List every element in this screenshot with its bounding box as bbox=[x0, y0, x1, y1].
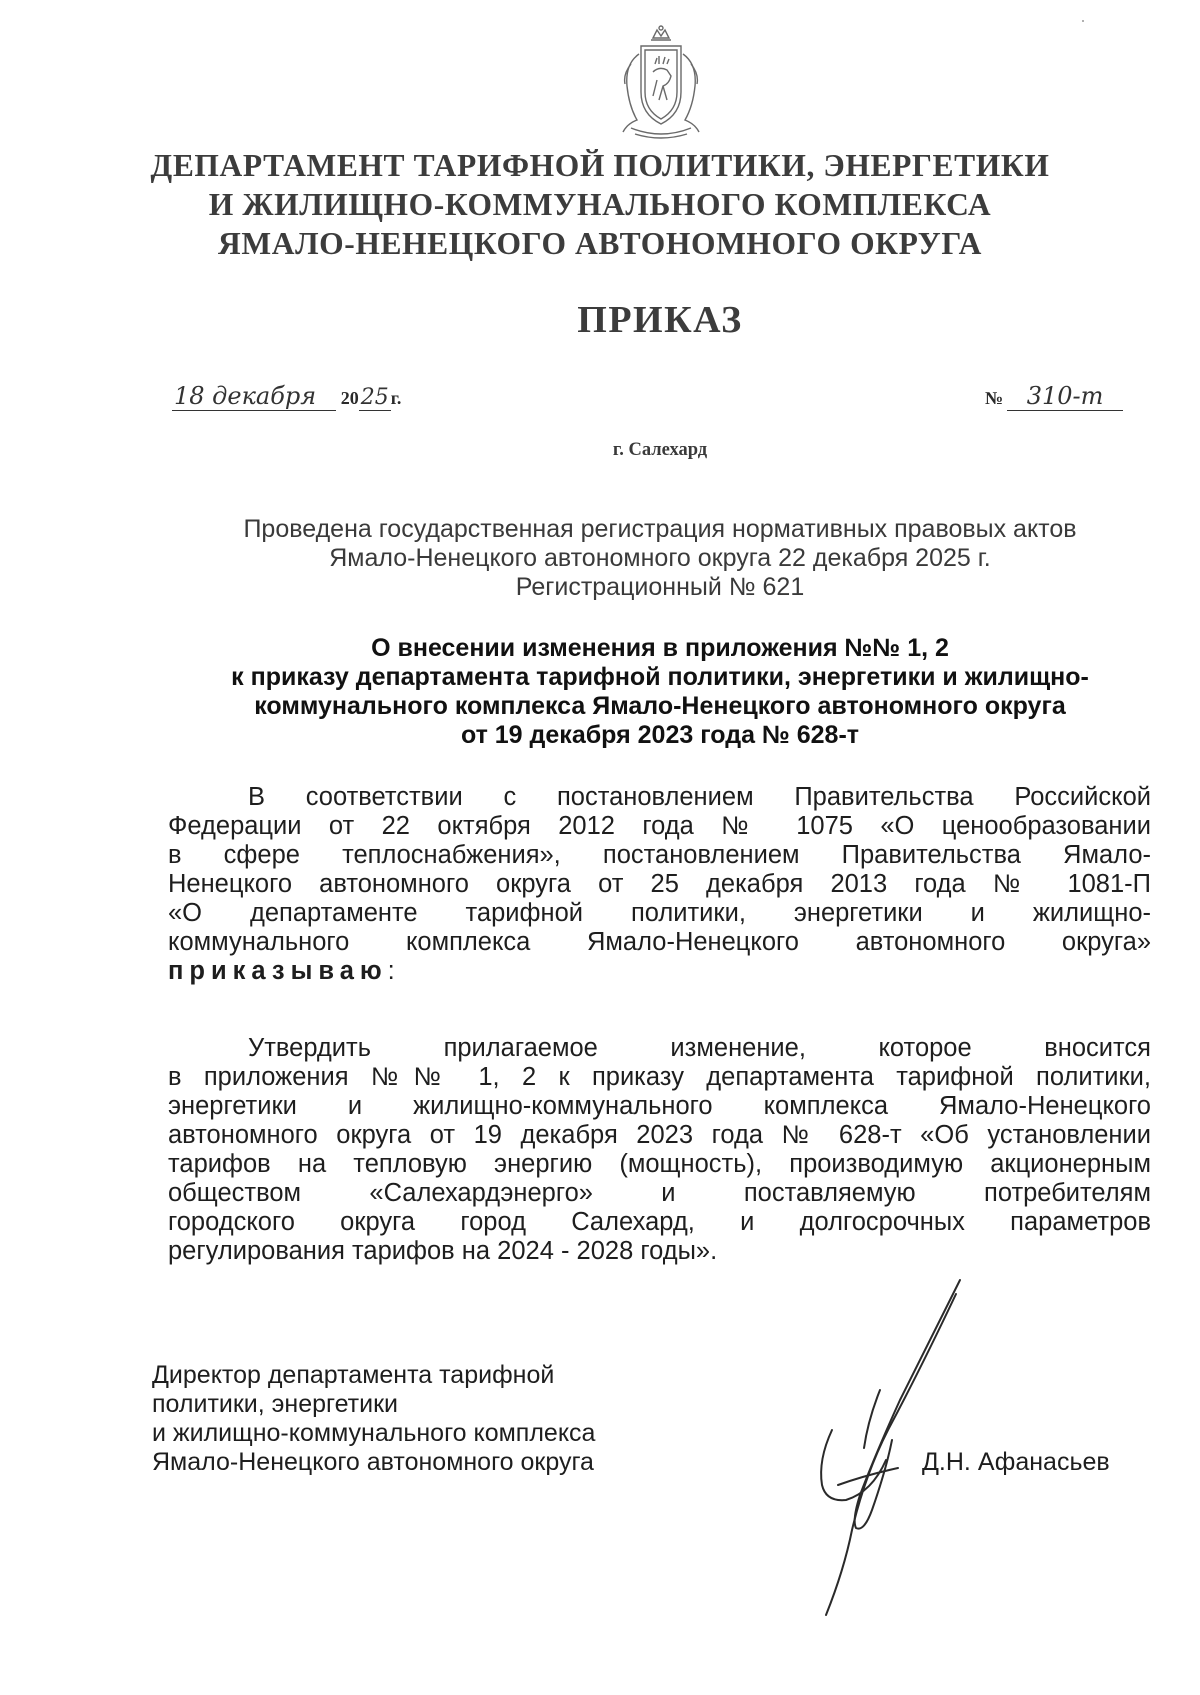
number-handwritten: 310-т bbox=[1007, 382, 1123, 411]
registration-note bbox=[160, 515, 1160, 602]
signer-title-line-3: и жилищно-коммунального комплекса bbox=[152, 1419, 596, 1447]
document-date bbox=[172, 382, 401, 411]
preamble-line-5: «О департаменте тарифной политики, энергетики и жилищно- bbox=[168, 899, 1151, 927]
registration-line-3: Регистрационный № 621 bbox=[515, 573, 805, 601]
registration-line-1: Проведена государственная регистрация нормативных правовых актов bbox=[243, 515, 1077, 543]
document-subject bbox=[160, 634, 1160, 750]
signer-title-line-4: Ямало-Ненецкого автономного округа bbox=[152, 1448, 594, 1476]
subject-line-4: от 19 декабря 2023 года № 628-т bbox=[460, 721, 860, 749]
date-year-mark: г. bbox=[390, 388, 402, 408]
scan-speck bbox=[1082, 20, 1084, 22]
department-line-2: И ЖИЛИЩНО-КОММУНАЛЬНОГО КОМПЛЕКСА bbox=[208, 187, 992, 222]
document-number bbox=[985, 382, 1123, 411]
subject-line-2: к приказу департамента тарифной политики, энергетики и жилищно- bbox=[231, 663, 1089, 691]
document-type-heading bbox=[0, 298, 1200, 342]
order-line-5: тарифов на тепловую энергию (мощность), производимую акционерным bbox=[168, 1150, 1151, 1178]
preamble-line-7 bbox=[168, 957, 1151, 986]
signer-name: Д.Н. Афанасьев bbox=[922, 1448, 1110, 1476]
department-line-3: ЯМАЛО-НЕНЕЦКОГО АВТОНОМНОГО ОКРУГА bbox=[218, 226, 982, 261]
city-label: г. Салехард bbox=[612, 440, 708, 460]
order-word: приказываю bbox=[168, 957, 388, 985]
document-type: ПРИКАЗ bbox=[577, 299, 743, 341]
date-day-month-handwritten: 18 декабря bbox=[172, 382, 336, 411]
preamble-line-1: В соответствии с постановлением Правительства Российской bbox=[248, 783, 1151, 811]
order-line-2: в приложения №№ 1, 2 к приказу департамента тарифной политики, bbox=[168, 1063, 1151, 1091]
order-line-6: обществом «Салехардэнерго» и поставляемую потребителям bbox=[168, 1179, 1151, 1207]
preamble-line-6: коммунального комплекса Ямало-Ненецкого автономного округа» bbox=[168, 928, 1151, 956]
date-year-prefix: 20 bbox=[340, 388, 359, 408]
order-line-4: автономного округа от 19 декабря 2023 года № 628-т «Об установлении bbox=[168, 1121, 1151, 1149]
signer-title bbox=[152, 1361, 595, 1477]
number-prefix: № bbox=[985, 388, 1004, 408]
order-line-7: городского округа город Салехард, и долгосрочных параметров bbox=[168, 1208, 1151, 1236]
date-year-handwritten: 25 bbox=[360, 385, 389, 410]
order-line-8: регулирования тарифов на 2024 - 2028 годы». bbox=[168, 1237, 718, 1265]
subject-line-1: О внесении изменения в приложения №№ 1, 2 bbox=[371, 634, 949, 662]
registration-line-2: Ямало-Ненецкого автономного округа 22 декабря 2025 г. bbox=[329, 544, 991, 572]
coat-of-arms-icon bbox=[613, 24, 709, 142]
order-word-colon: : bbox=[387, 957, 395, 985]
signer-title-line-2: политики, энергетики bbox=[152, 1390, 398, 1418]
preamble-line-3: в сфере теплоснабжения», постановлением Правительства Ямало- bbox=[168, 841, 1151, 869]
preamble-line-2: Федерации от 22 октября 2012 года № 1075 «О ценообразовании bbox=[168, 812, 1151, 840]
department-line-1: ДЕПАРТАМЕНТ ТАРИФНОЙ ПОЛИТИКИ, ЭНЕРГЕТИКИ bbox=[150, 148, 1050, 183]
subject-line-3: коммунального комплекса Ямало-Ненецкого автономного округа bbox=[254, 692, 1066, 720]
order-line-3: энергетики и жилищно-коммунального комплекса Ямало-Ненецкого bbox=[168, 1092, 1151, 1120]
preamble-line-4: Ненецкого автономного округа от 25 декабря 2013 года № 1081-П bbox=[168, 870, 1151, 898]
order-line-1: Утвердить прилагаемое изменение, которое вносится bbox=[248, 1034, 1151, 1062]
signer-title-line-1: Директор департамента тарифной bbox=[152, 1361, 555, 1389]
department-header bbox=[100, 146, 1100, 263]
preamble-paragraph bbox=[168, 783, 1151, 986]
order-paragraph bbox=[168, 1034, 1151, 1266]
